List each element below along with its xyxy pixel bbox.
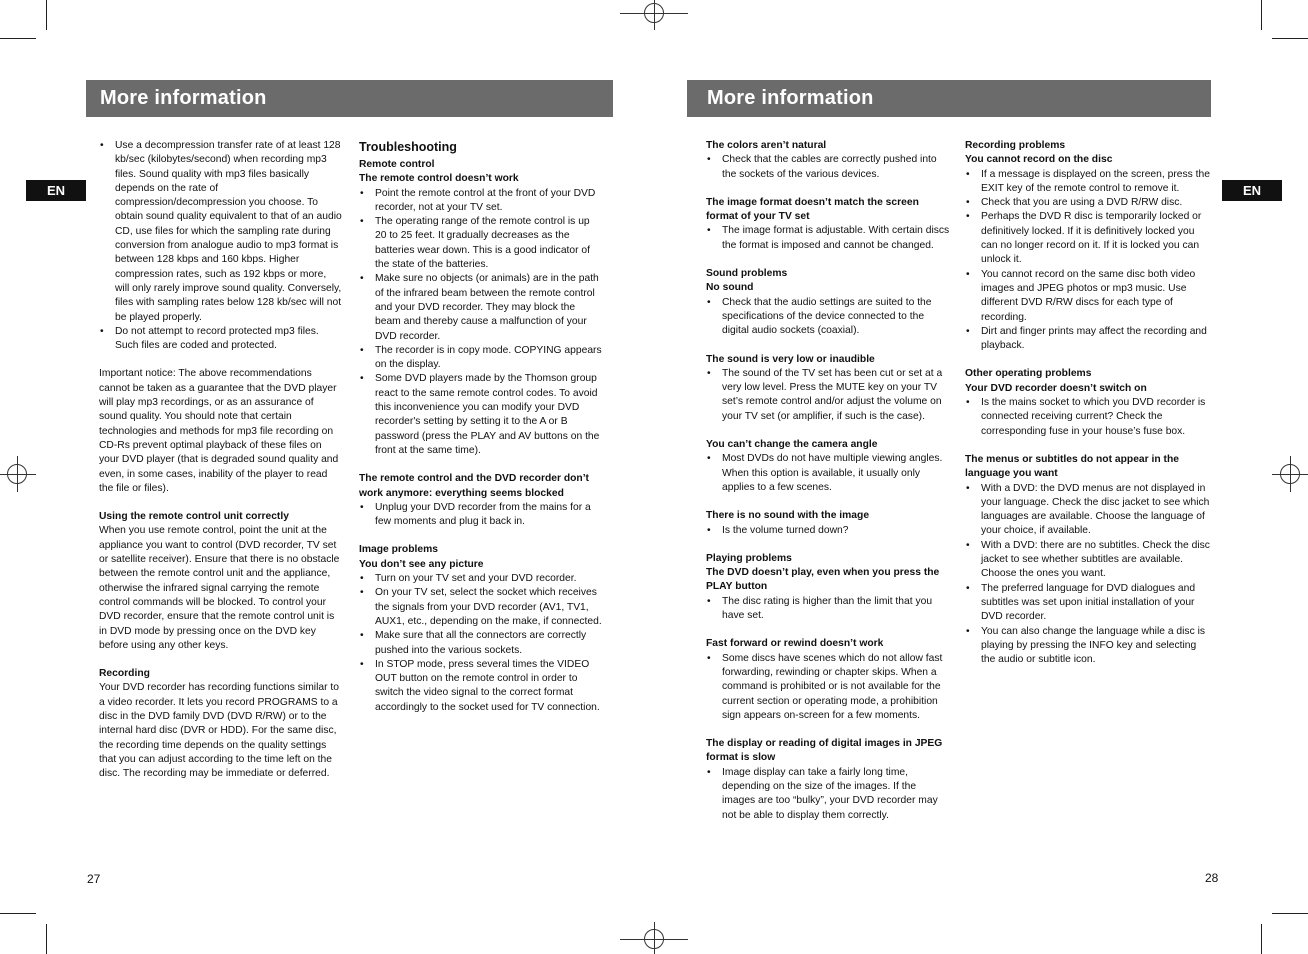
crop-mark — [1272, 38, 1308, 39]
crop-mark — [46, 0, 47, 30]
bullet-list — [706, 524, 950, 538]
crop-mark — [46, 924, 47, 954]
column-4 — [965, 139, 1211, 667]
page-title: More information — [687, 80, 1211, 117]
list-item: • Check that you are using a DVD R/RW disc. — [965, 196, 1211, 210]
section-heading: Other operating problems — [965, 368, 1092, 380]
list-item: • Point the remote control at the front of your DVD recorder, not at your TV set. — [359, 187, 603, 216]
section-heading: Remote control — [359, 159, 435, 170]
sub-heading: Your DVD recorder doesn’t switch on — [965, 382, 1147, 394]
section-heading: The menus or subtitles do not appear in the language you want — [965, 453, 1179, 480]
list-item: • Is the mains socket to which you DVD recorder is connected receiving current? Check the corresponding fuse in your house’s fuse box. — [965, 396, 1211, 439]
bullet-list — [359, 501, 603, 530]
bullet-list — [965, 168, 1211, 354]
crop-mark — [0, 38, 36, 39]
list-item: • You cannot record on the same disc both video images and JPEG photos or mp3 music. Use different DVD R/RW discs for each type of recording. — [965, 268, 1211, 325]
section-heading: Fast forward or rewind doesn’t work — [706, 638, 884, 650]
list-item: • Is the volume turned down? — [706, 524, 950, 538]
sub-heading: No sound — [706, 282, 754, 294]
bullet-list — [359, 187, 603, 459]
sub-heading: The DVD doesn’t play, even when you press the PLAY button — [706, 567, 940, 593]
list-item: • Use a decompression transfer rate of at least 128 kb/sec (kilobytes/second) when recording mp3 files. Sound quality with mp3 files basically depends on the rate of compression/decompression you choose. To obtain sound quality equivalent to that of an audio CD, use files for which the sampling rate during conversion from analogue audio to mp3 format is between 128 kbps and 160 kbps. Higher compression rates, such as 192 kbps or more, will only rarely improve sound quality. Conversely, files with sampling rates below 128 kb/sec will not be played properly. — [99, 139, 343, 325]
section-heading: There is no sound with the image — [706, 510, 870, 522]
list-item: • Dirt and finger prints may affect the recording and playback. — [965, 325, 1211, 354]
bullet-list — [706, 595, 950, 624]
column-3 — [706, 139, 950, 823]
column-1 — [99, 139, 343, 781]
bullet-list — [706, 367, 950, 424]
list-item: • Make sure no objects (or animals) are in the path of the infrared beam between the remote control and your DVD recorder. They may block the beam and thereby cause a malfunction of your DVD recorder. — [359, 272, 603, 343]
bullet-list — [706, 452, 950, 495]
sub-heading: You don’t see any picture — [359, 558, 484, 570]
section-heading: The colors aren’t natural — [706, 140, 827, 151]
list-item: • Unplug your DVD recorder from the mains for a few moments and plug it back in. — [359, 501, 603, 530]
list-item: • The sound of the TV set has been cut or set at a very low level. Press the MUTE key on your TV set’s remote control and/or adjust the volume on your TV set (or amplifier, if such is the case). — [706, 367, 950, 424]
section-heading: The sound is very low or inaudible — [706, 353, 875, 365]
crop-mark — [1272, 913, 1308, 914]
paragraph: When you use remote control, point the unit at the appliance you want to control (DVD recorder, TV set or satellite receiver). Ensure that there is no obstacle between the remote control unit and the appliance, otherwise the infrared signal carrying the remote control commands will be blocked. To control your DVD recorder, ensure that the remote control unit is in DVD mode by pressing once on the DVD key before using any other keys. — [99, 525, 340, 651]
sub-heading: You cannot record on the disc — [965, 154, 1113, 166]
page-title: More information — [86, 80, 613, 117]
mp3-tips-list — [99, 139, 343, 353]
list-item: • The preferred language for DVD dialogues and subtitles was set upon initial installation of your DVD recorder. — [965, 582, 1211, 625]
list-item: • Check that the audio settings are suited to the specifications of the device connected to the digital audio sockets (coaxial). — [706, 296, 950, 339]
list-item: • With a DVD: there are no subtitles. Check the disc jacket to see whether subtitles are available. Choose the ones you want. — [965, 539, 1211, 582]
section-heading: Recording problems — [965, 140, 1066, 151]
section-heading: The image format doesn’t match the screen format of your TV set — [706, 196, 919, 223]
list-item: • The disc rating is higher than the limit that you have set. — [706, 595, 950, 624]
bullet-list — [359, 572, 603, 715]
list-item: • With a DVD: the DVD menus are not displayed in your language. Check the disc jacket to see which languages are available. Choose the language of your choice, if available. — [965, 482, 1211, 539]
column-2 — [359, 139, 603, 715]
language-tab: EN — [26, 180, 86, 201]
bullet-list — [706, 153, 950, 182]
section-heading: The remote control and the DVD recorder don’t work anymore: everything seems blocked — [359, 473, 589, 499]
troubleshooting-heading: Troubleshooting — [359, 140, 457, 154]
list-item: • Make sure that all the connectors are correctly pushed into the various sockets. — [359, 629, 603, 658]
bullet-list — [965, 396, 1211, 439]
bullet-list — [706, 224, 950, 253]
section-heading: You can’t change the camera angle — [706, 439, 878, 451]
bullet-list — [706, 766, 950, 823]
list-item: • Check that the cables are correctly pushed into the sockets of the various devices. — [706, 153, 950, 182]
section-heading: Recording — [99, 668, 150, 680]
list-item: • Do not attempt to record protected mp3 files. Such files are coded and protected. — [99, 325, 343, 354]
paragraph: Your DVD recorder has recording functions similar to a video recorder. It lets you record PROGRAMS to a disc in the DVD family DVD (DVD R/RW) or to the internal hard disc (DVR or HDD). For the same disc, the recording time depends on the quality settings that you can adjust according to the time left on the disc. The recording may be immediate or deferred. — [99, 682, 339, 780]
crop-mark — [1261, 0, 1262, 30]
page-number: 28 — [1205, 871, 1219, 885]
section-heading: Image problems — [359, 544, 438, 556]
list-item: • Turn on your TV set and your DVD recorder. — [359, 572, 603, 586]
section-heading: Sound problems — [706, 268, 788, 280]
list-item: • The image format is adjustable. With certain discs the format is imposed and cannot be changed. — [706, 224, 950, 253]
bullet-list — [706, 296, 950, 339]
list-item: • The operating range of the remote control is up 20 to 25 feet. It gradually decreases as the batteries wear down. This is a good indicator of the state of the batteries. — [359, 215, 603, 272]
bullet-list — [706, 652, 950, 723]
list-item: • You can also change the language while a disc is playing by pressing the INFO key and selecting the audio or subtitle icon. — [965, 625, 1211, 668]
list-item: • The recorder is in copy mode. COPYING appears on the display. — [359, 344, 603, 373]
list-item: • Most DVDs do not have multiple viewing angles. When this option is available, it usually only applies to a few scenes. — [706, 452, 950, 495]
section-heading: The display or reading of digital images in JPEG format is slow — [706, 738, 943, 764]
section-heading: Playing problems — [706, 552, 792, 564]
list-item: • Some DVD players made by the Thomson group react to the same remote control codes. To avoid this inconvenience you can modify your DVD recorder's setting by setting it to the A or B password (press the PLAY and AV buttons on the front at the same time). — [359, 372, 603, 458]
crop-mark — [0, 913, 36, 914]
sub-heading: The remote control doesn’t work — [359, 173, 519, 185]
list-item: • Some discs have scenes which do not allow fast forwarding, rewinding or chapter skips. When a command is prohibited or is not available for the current section or operating mode, a prohibition sign appears on-screen for a few moments. — [706, 652, 950, 723]
page-number: 27 — [87, 872, 101, 886]
list-item: • If a message is displayed on the screen, press the EXIT key of the remote control to remove it. — [965, 168, 1211, 197]
list-item: • On your TV set, select the socket which receives the signals from your DVD recorder (AV1, TV1, AUX1, etc., depending on the make, if connected. — [359, 586, 603, 629]
crop-mark — [1261, 924, 1262, 954]
list-item: • Image display can take a fairly long time, depending on the size of the images. If the images are too “bulky”, your DVD recorder may not be able to display them correctly. — [706, 766, 950, 823]
section-heading: Using the remote control unit correctly — [99, 511, 289, 523]
bullet-list — [965, 482, 1211, 668]
language-tab: EN — [1222, 180, 1282, 201]
list-item: • In STOP mode, press several times the VIDEO OUT button on the remote control in order to switch the video signal to the correct format accordingly to the socket used for TV connection. — [359, 658, 603, 715]
important-notice: Important notice: The above recommendations cannot be taken as a guarantee that the DVD player will play mp3 recordings, or as an assurance of sound quality. You should note that certain technologies and methods for mp3 file recording on CD-Rs prevent optimal playback of these files on your DVD player (that is degraded sound quality and even, in some cases, inability of the player to read the file or files). — [99, 368, 339, 494]
list-item: • Perhaps the DVD R disc is temporarily locked or definitively locked. If it is definitively locked you can no longer record on it. If it is locked you can unlock it. — [965, 210, 1211, 267]
